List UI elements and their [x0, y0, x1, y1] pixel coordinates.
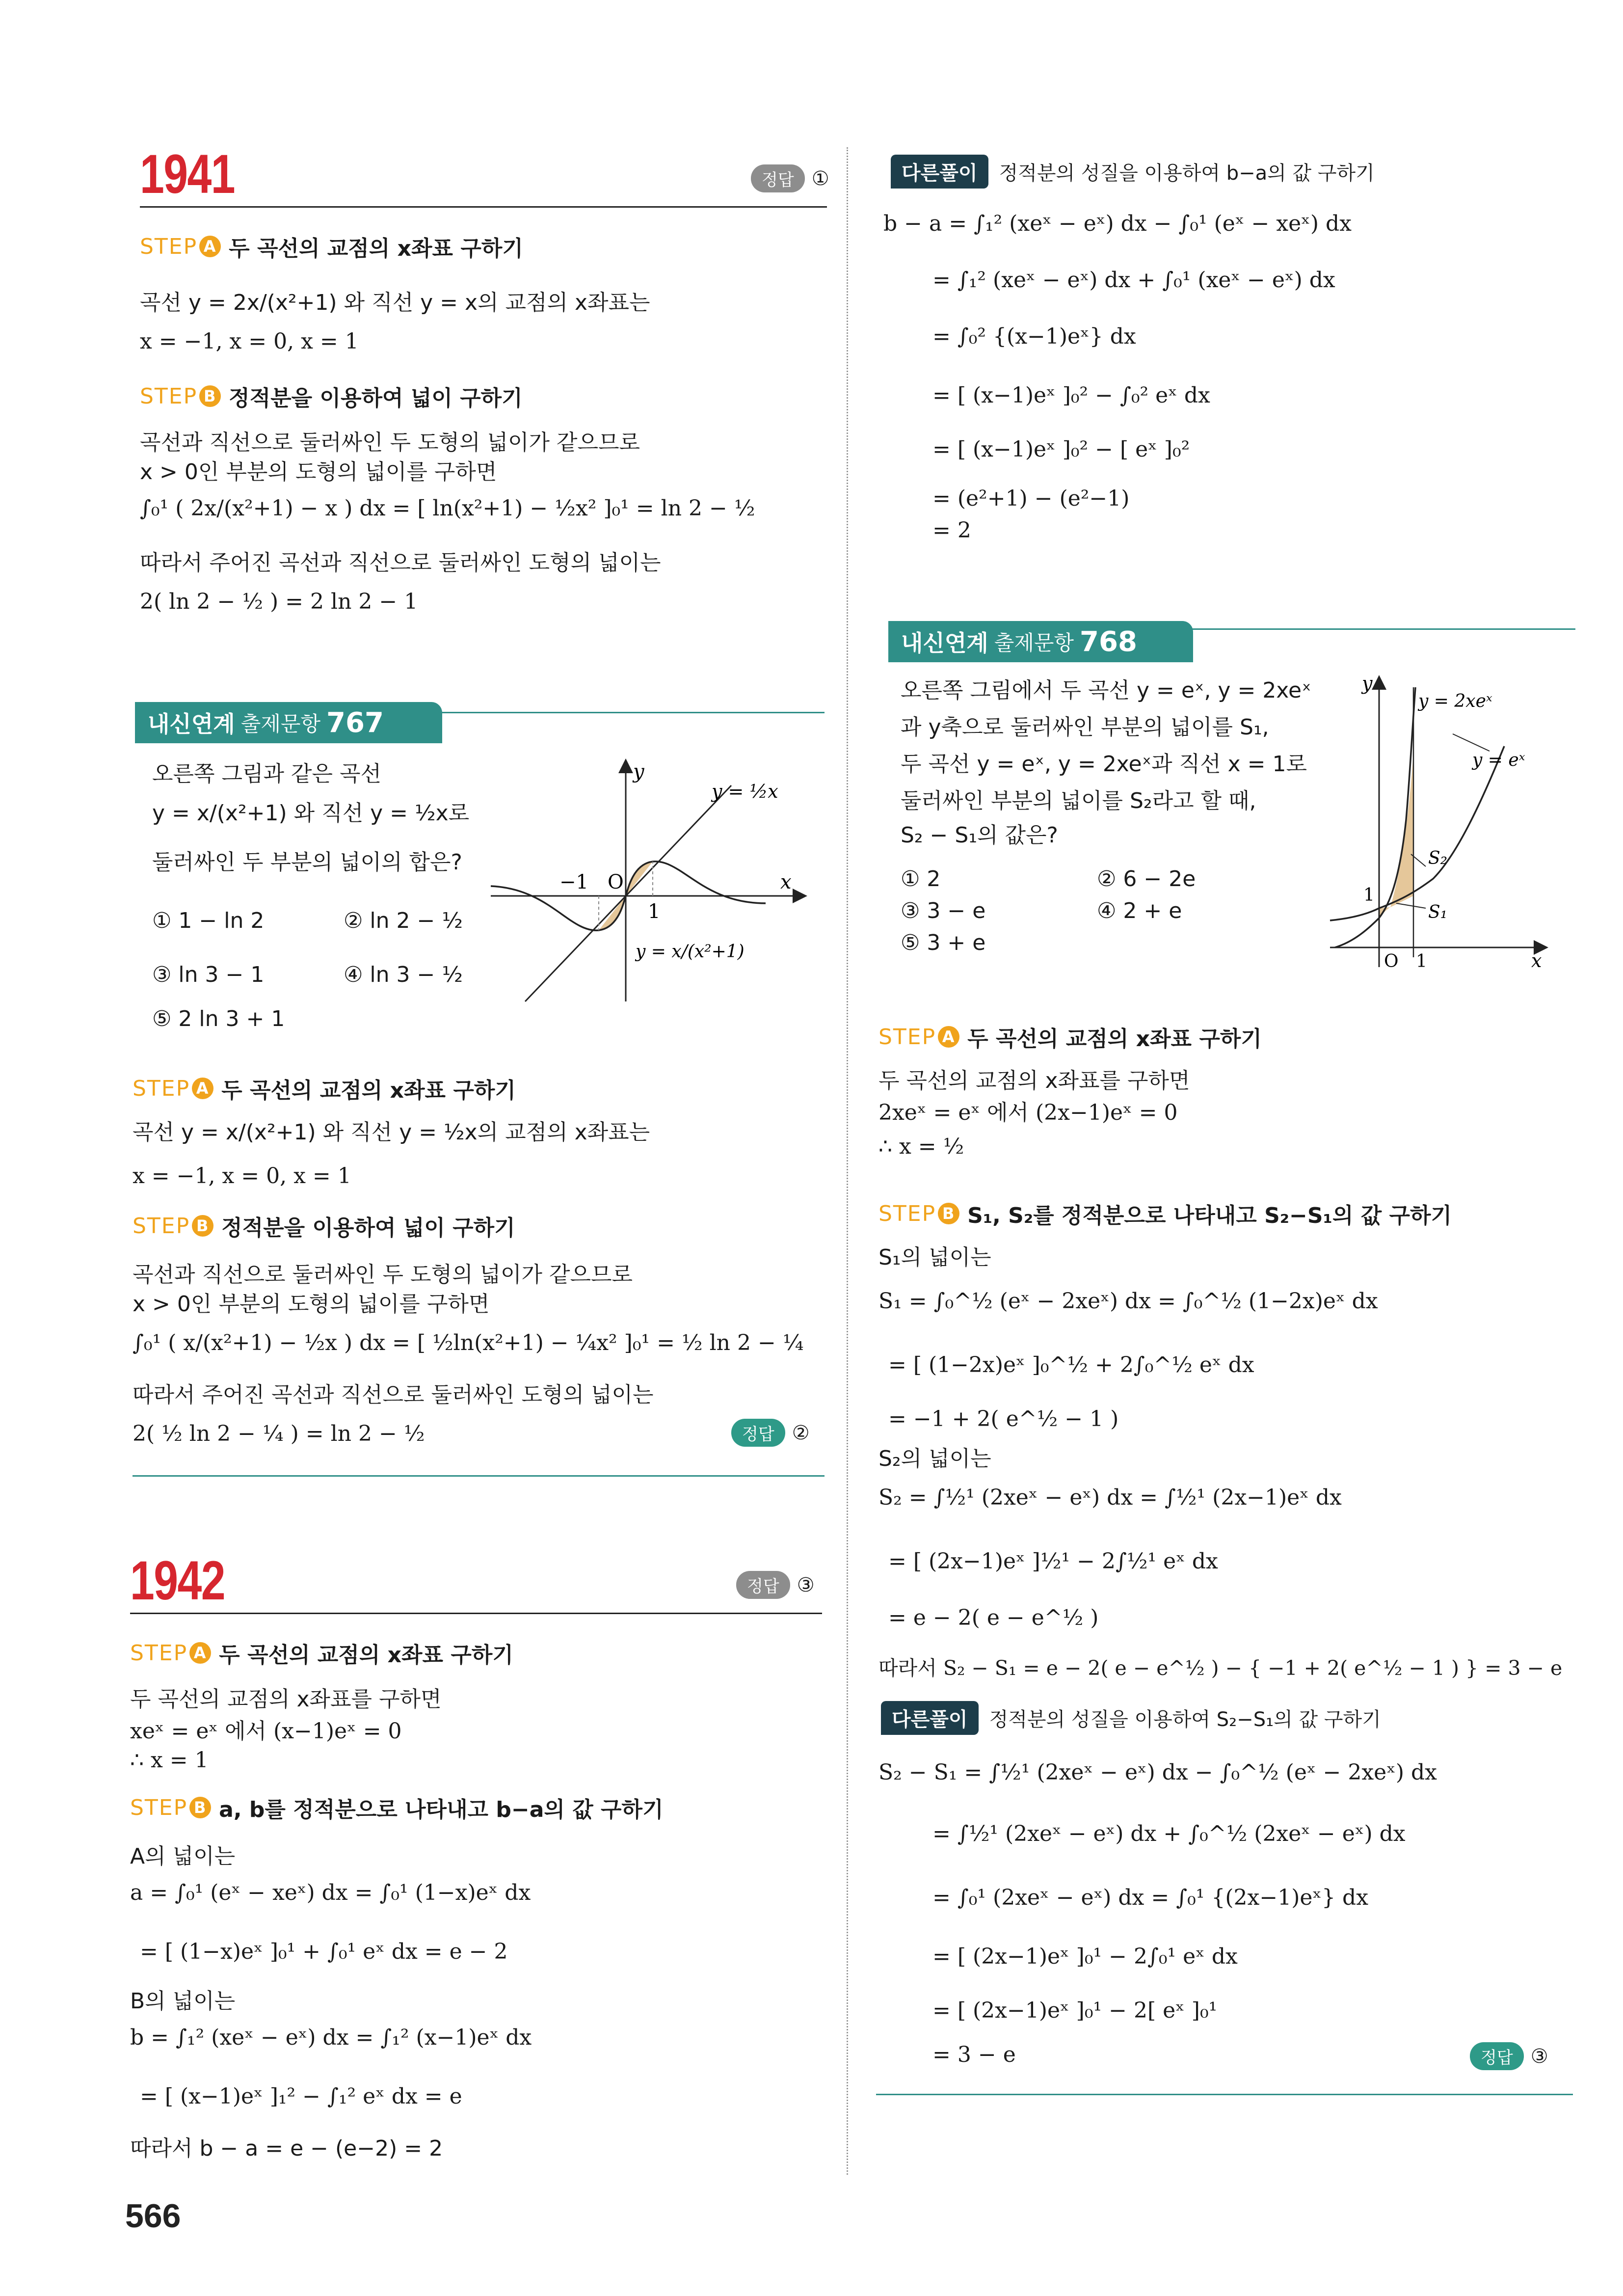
related-problem-banner: 내신연계 출제문항 768	[888, 621, 1193, 662]
step-b-heading: STEP B 정적분을 이용하여 넓이 구하기	[140, 380, 523, 412]
text-line: 곡선과 직선으로 둘러싸인 두 도형의 넓이가 같으므로	[140, 430, 640, 455]
option-3: ③ ln 3 − 1	[152, 962, 265, 987]
math-line: = e − 2( e − e^½ )	[888, 1605, 1099, 1630]
answer-768	[1470, 2042, 1548, 2070]
text-line: 두 곡선의 교점의 x좌표를 구하면	[130, 1687, 442, 1712]
math-line: = ∫₀² {(x−1)eˣ} dx	[932, 324, 1136, 349]
step-title: 두 곡선의 교점의 x좌표 구하기	[219, 1643, 513, 1668]
answer-badge: 정답	[751, 164, 805, 192]
text-line: 곡선 y = x/(x²+1) 와 직선 y = ½x의 교점의 x좌표는	[133, 1120, 650, 1145]
step-title: 정적분을 이용하여 넓이 구하기	[229, 386, 523, 411]
page-number: 566	[125, 2197, 181, 2235]
graph-label-1: 1	[648, 900, 661, 923]
math-line: = [ (x−1)eˣ ]₁² − ∫₁² eˣ dx = e	[140, 2084, 462, 2109]
graph-label-curve: y = x/(x²+1)	[636, 942, 745, 962]
option-4: ④ ln 3 − ½	[344, 962, 463, 987]
math-line: = ∫₀¹ (2xeˣ − eˣ) dx = ∫₀¹ {(2x−1)eˣ} dx	[932, 1885, 1369, 1910]
alternative-solution-header	[881, 1701, 1381, 1735]
alternative-solution-header	[891, 155, 1375, 189]
question-line: S₂ − S₁의 값은?	[901, 823, 1058, 848]
answer-value: ③	[797, 1573, 815, 1596]
text-line: x > 0인 부분의 도형의 넓이를 구하면	[140, 459, 497, 485]
graph-label-2xex: y = 2xeˣ	[1418, 691, 1492, 711]
math-line: 2( ln 2 − ½ ) = 2 ln 2 − 1	[140, 589, 418, 614]
math-line: 따라서 S₂ − S₁ = e − 2( e − e^½ ) − { −1 + 2( e^½ − 1 ) } = 3 − e	[878, 1656, 1563, 1680]
math-line: xeˣ = eˣ 에서 (x−1)eˣ = 0	[130, 1719, 402, 1744]
section-divider	[140, 206, 827, 208]
math-line: = [ (2x−1)eˣ ]₀¹ − 2∫₀¹ eˣ dx	[932, 1944, 1238, 1969]
math-line: = −1 + 2( e^½ − 1 )	[888, 1406, 1119, 1432]
alternative-title: 정적분의 성질을 이용하여 b−a의 값 구하기	[999, 162, 1375, 185]
alternative-tag: 다른풀이	[891, 155, 988, 189]
question-line: 둘러싸인 두 부분의 넓이의 합은?	[152, 850, 462, 875]
math-line: = [ (x−1)eˣ ]₀² − [ eˣ ]₀²	[932, 437, 1190, 462]
math-line: b = ∫₁² (xeˣ − eˣ) dx = ∫₁² (x−1)eˣ dx	[130, 2025, 532, 2050]
math-line: = [ (1−2x)eˣ ]₀^½ + 2∫₀^½ eˣ dx	[888, 1352, 1254, 1378]
math-line: = [ (x−1)eˣ ]₀² − ∫₀² eˣ dx	[932, 383, 1210, 408]
option-1: ① 1 − ln 2	[152, 908, 265, 933]
step-title: 정적분을 이용하여 넓이 구하기	[221, 1216, 515, 1241]
math-line: S₁ = ∫₀^½ (eˣ − 2xeˣ) dx = ∫₀^½ (1−2x)eˣ dx	[878, 1289, 1378, 1314]
graph-label-x: x	[780, 871, 792, 893]
question-line: 둘러싸인 부분의 넓이를 S₂라고 할 때,	[901, 788, 1256, 813]
graph-767	[486, 756, 820, 1011]
text-line: S₁의 넓이는	[878, 1245, 991, 1270]
graph-768	[1325, 673, 1561, 977]
text-line: 따라서 주어진 곡선과 직선으로 둘러싸인 도형의 넓이는	[140, 550, 661, 575]
step-a-heading: STEP A 두 곡선의 교점의 x좌표 구하기	[133, 1073, 516, 1104]
section-divider	[133, 1475, 825, 1477]
step-title: 두 곡선의 교점의 x좌표 구하기	[221, 1078, 516, 1103]
graph-label-ex: y = eˣ	[1472, 750, 1525, 770]
answer-1942	[736, 1571, 815, 1599]
option-2: ② ln 2 − ½	[344, 908, 463, 933]
text-line: S₂의 넓이는	[878, 1446, 991, 1471]
math-line: = 3 − e	[932, 2042, 1016, 2067]
problem-number-1942: 1942	[130, 1550, 225, 1611]
question-line: y = x/(x²+1) 와 직선 y = ½x로	[152, 801, 470, 826]
graph-label-origin: O	[608, 871, 624, 893]
text-line: 따라서 b − a = e − (e−2) = 2	[130, 2136, 443, 2161]
math-line: = [ (1−x)eˣ ]₀¹ + ∫₀¹ eˣ dx = e − 2	[140, 1939, 508, 1964]
graph-label-x: x	[1531, 950, 1542, 972]
text-line: 따라서 주어진 곡선과 직선으로 둘러싸인 도형의 넓이는	[133, 1382, 654, 1407]
math-line: ∫₀¹ ( x/(x²+1) − ½x ) dx = [ ½ln(x²+1) − ¼x² ]₀¹ = ½ ln 2 − ¼	[133, 1330, 804, 1355]
option-1: ① 2	[901, 866, 941, 891]
section-divider	[876, 2094, 1573, 2095]
math-line: = ∫½¹ (2xeˣ − eˣ) dx + ∫₀^½ (2xeˣ − eˣ) dx	[932, 1821, 1406, 1846]
answer-value: ③	[1530, 2045, 1548, 2068]
text-line: B의 넓이는	[130, 1989, 236, 2014]
section-divider	[130, 1613, 822, 1614]
question-line: 오른쪽 그림과 같은 곡선	[152, 761, 381, 786]
problem-number-1941: 1941	[140, 143, 235, 205]
text-line: x > 0인 부분의 도형의 넓이를 구하면	[133, 1292, 490, 1317]
option-2: ② 6 − 2e	[1097, 866, 1196, 891]
curve-ex	[1330, 746, 1504, 920]
step-title: 두 곡선의 교점의 x좌표 구하기	[229, 236, 523, 261]
graph-label-neg1: −1	[559, 871, 588, 893]
curve-2xex	[1335, 687, 1415, 947]
step-title: 두 곡선의 교점의 x좌표 구하기	[967, 1026, 1262, 1052]
graph-label-line: y = ½x	[712, 781, 778, 802]
math-line: S₂ = ∫½¹ (2xeˣ − eˣ) dx = ∫½¹ (2x−1)eˣ dx	[878, 1485, 1342, 1510]
step-a-heading: STEP A 두 곡선의 교점의 x좌표 구하기	[130, 1637, 513, 1669]
text-line: 곡선 y = 2x/(x²+1) 와 직선 y = x의 교점의 x좌표는	[140, 290, 650, 315]
step-title: S₁, S₂를 정적분으로 나타내고 S₂−S₁의 값 구하기	[967, 1203, 1452, 1228]
math-line: = (e²+1) − (e²−1)	[932, 486, 1130, 511]
step-a-heading: STEP A 두 곡선의 교점의 x좌표 구하기	[878, 1021, 1262, 1053]
answer-value: ②	[792, 1421, 810, 1444]
math-line: = [ (2x−1)eˣ ]₀¹ − 2[ eˣ ]₀¹	[932, 1998, 1218, 2023]
option-4: ④ 2 + e	[1097, 898, 1182, 923]
banner-rule	[1173, 628, 1575, 630]
column-divider	[847, 147, 848, 2175]
question-line: 과 y축으로 둘러싸인 부분의 넓이를 S₁,	[901, 715, 1269, 740]
graph-label-s2: S₂	[1428, 848, 1448, 868]
math-line: = [ (2x−1)eˣ ]½¹ − 2∫½¹ eˣ dx	[888, 1549, 1218, 1574]
answer-767	[731, 1419, 810, 1447]
graph-label-y: y	[633, 760, 644, 783]
math-line: x = −1, x = 0, x = 1	[133, 1163, 351, 1189]
text-line: 곡선과 직선으로 둘러싸인 두 도형의 넓이가 같으므로	[133, 1262, 633, 1287]
graph-label-origin: O	[1384, 951, 1399, 972]
answer-badge: 정답	[736, 1571, 790, 1599]
text-line: 두 곡선의 교점의 x좌표를 구하면	[878, 1068, 1190, 1093]
option-5: ⑤ 3 + e	[901, 930, 986, 955]
step-b-heading: STEP B 정적분을 이용하여 넓이 구하기	[133, 1210, 515, 1242]
answer-1941	[751, 164, 829, 192]
graph-label-y: y	[1362, 673, 1373, 694]
step-b-heading: STEP B a, b를 정적분으로 나타내고 b−a의 값 구하기	[130, 1792, 664, 1823]
option-3: ③ 3 − e	[901, 898, 986, 923]
math-line: S₂ − S₁ = ∫½¹ (2xeˣ − eˣ) dx − ∫₀^½ (eˣ − 2xeˣ) dx	[878, 1760, 1437, 1785]
alternative-title: 정적분의 성질을 이용하여 S₂−S₁의 값 구하기	[989, 1708, 1381, 1731]
step-b-heading: STEP B S₁, S₂를 정적분으로 나타내고 S₂−S₁의 값 구하기	[878, 1198, 1452, 1229]
math-line: 2( ½ ln 2 − ¼ ) = ln 2 − ½	[133, 1421, 425, 1446]
math-line: = ∫₁² (xeˣ − eˣ) dx + ∫₀¹ (xeˣ − eˣ) dx	[932, 268, 1335, 293]
math-line: b − a = ∫₁² (xeˣ − eˣ) dx − ∫₀¹ (eˣ − xeˣ) dx	[883, 211, 1352, 236]
step-a-heading: STEP A 두 곡선의 교점의 x좌표 구하기	[140, 231, 523, 262]
question-line: 오른쪽 그림에서 두 곡선 y = eˣ, y = 2xeˣ	[901, 678, 1311, 703]
graph-label-1x: 1	[1416, 951, 1427, 972]
graph-label-1y: 1	[1363, 885, 1375, 905]
math-line: x = −1, x = 0, x = 1	[140, 329, 359, 354]
answer-badge: 정답	[1470, 2042, 1524, 2070]
graph-label-s1: S₁	[1428, 902, 1448, 922]
banner-rule	[422, 712, 825, 713]
option-5: ⑤ 2 ln 3 + 1	[152, 1006, 285, 1031]
math-line: ∴ x = 1	[130, 1748, 209, 1773]
question-line: 두 곡선 y = eˣ, y = 2xeˣ과 직선 x = 1로	[901, 752, 1307, 777]
math-line: 2xeˣ = eˣ 에서 (2x−1)eˣ = 0	[878, 1100, 1178, 1125]
step-title: a, b를 정적분으로 나타내고 b−a의 값 구하기	[219, 1797, 664, 1822]
math-line: a = ∫₀¹ (eˣ − xeˣ) dx = ∫₀¹ (1−x)eˣ dx	[130, 1880, 531, 1905]
line-graph	[525, 785, 731, 1001]
answer-value: ①	[811, 167, 829, 190]
math-line: ∫₀¹ ( 2x/(x²+1) − x ) dx = [ ln(x²+1) − ½x² ]₀¹ = ln 2 − ½	[140, 496, 755, 521]
math-line: ∴ x = ½	[878, 1134, 964, 1159]
text-line: A의 넓이는	[130, 1844, 236, 1869]
alternative-tag: 다른풀이	[881, 1701, 979, 1735]
answer-badge: 정답	[731, 1419, 785, 1447]
math-line: = 2	[932, 518, 971, 543]
related-problem-banner: 내신연계 출제문항 767	[135, 702, 442, 743]
